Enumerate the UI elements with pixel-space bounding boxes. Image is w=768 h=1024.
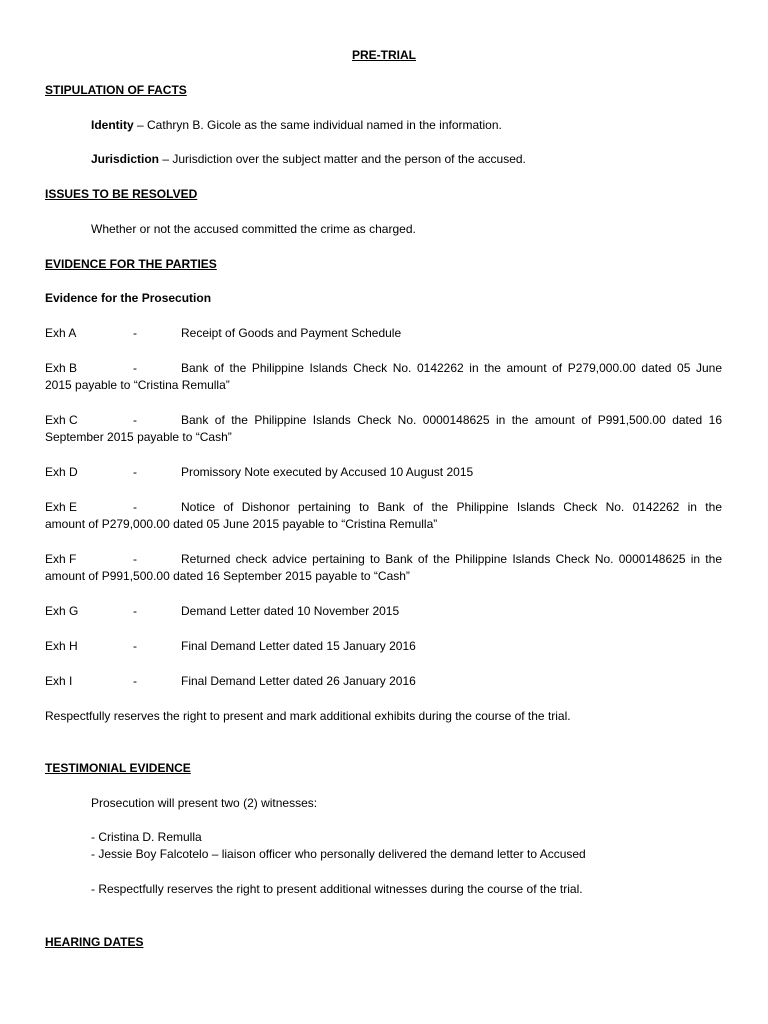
identity-paragraph xyxy=(91,117,722,134)
exhibit-dash: - xyxy=(133,465,137,479)
witness-item: - Jessie Boy Falcotelo – liaison officer who personally delivered the demand letter to Accused xyxy=(91,847,586,861)
testimonial-intro: Prosecution will present two (2) witnesses: xyxy=(91,796,318,810)
testimonial-heading: TESTIMONIAL EVIDENCE xyxy=(45,761,191,775)
exhibit-label: Exh G xyxy=(45,604,79,618)
issues-heading: ISSUES TO BE RESOLVED xyxy=(45,187,198,201)
exhibit-label: Exh D xyxy=(45,465,78,479)
exhibit-dash: - xyxy=(133,361,137,375)
exhibit-description-continued: amount of P279,000.00 dated 05 June 2015 payable to “Cristina Remulla” xyxy=(45,517,438,531)
exhibit-label: Exh C xyxy=(45,413,78,427)
jurisdiction-paragraph xyxy=(91,151,722,168)
hearing-dates-heading: HEARING DATES xyxy=(45,935,144,949)
exhibit-description-continued: 2015 payable to “Cristina Remulla” xyxy=(45,378,230,392)
exhibit-dash: - xyxy=(133,326,137,340)
exhibit-label: Exh H xyxy=(45,639,78,653)
exhibit-row xyxy=(45,499,722,533)
exhibit-dash: - xyxy=(133,639,137,653)
exhibit-description-continued: amount of P991,500.00 dated 16 September 2015 payable to “Cash” xyxy=(45,569,410,583)
stipulation-heading: STIPULATION OF FACTS xyxy=(45,83,187,97)
exhibit-label: Exh I xyxy=(45,674,73,688)
exhibit-description: Bank of the Philippine Islands Check No. 0142262 in the amount of P279,000.00 dated 05 June xyxy=(181,361,722,375)
exhibit-description: Returned check advice pertaining to Bank of the Philippine Islands Check No. 0000148625 in the xyxy=(181,552,722,566)
exhibit-dash: - xyxy=(133,604,137,618)
exhibit-dash: - xyxy=(133,552,137,566)
jurisdiction-label: Jurisdiction xyxy=(91,152,160,166)
identity-text: – Cathryn B. Gicole as the same individual named in the information. xyxy=(133,118,502,132)
exhibit-description: Demand Letter dated 10 November 2015 xyxy=(181,604,400,618)
evidence-heading: EVIDENCE FOR THE PARTIES xyxy=(45,257,217,271)
exhibit-row xyxy=(45,325,722,342)
exhibit-description: Promissory Note executed by Accused 10 August 2015 xyxy=(181,465,474,479)
exhibit-label: Exh E xyxy=(45,500,78,514)
exhibit-label: Exh F xyxy=(45,552,77,566)
exhibit-row xyxy=(45,412,722,446)
exhibits-reserve-text: Respectfully reserves the right to present and mark additional exhibits during the course of the trial. xyxy=(45,709,571,723)
jurisdiction-text: – Jurisdiction over the subject matter and the person of the accused. xyxy=(159,152,526,166)
exhibit-row xyxy=(45,638,722,655)
exhibit-description: Receipt of Goods and Payment Schedule xyxy=(181,326,402,340)
prosecution-evidence-subheading: Evidence for the Prosecution xyxy=(45,291,212,305)
identity-label: Identity xyxy=(91,118,134,132)
exhibit-description: Final Demand Letter dated 26 January 2016 xyxy=(181,674,416,688)
witness-item: - Cristina D. Remulla xyxy=(91,830,202,844)
exhibit-row xyxy=(45,464,722,481)
exhibit-label: Exh A xyxy=(45,326,77,340)
exhibit-dash: - xyxy=(133,500,137,514)
document-title: PRE-TRIAL xyxy=(352,48,416,62)
exhibit-description: Bank of the Philippine Islands Check No. 0000148625 in the amount of P991,500.00 dated 16 xyxy=(181,413,722,427)
witness-reserve-text: - Respectfully reserves the right to present additional witnesses during the course of the trial. xyxy=(91,882,583,896)
issues-text: Whether or not the accused committed the crime as charged. xyxy=(91,222,416,236)
exhibit-description-continued: September 2015 payable to “Cash” xyxy=(45,430,232,444)
exhibit-row xyxy=(45,673,722,690)
exhibit-row xyxy=(45,603,722,620)
exhibit-row xyxy=(45,551,722,585)
exhibit-dash: - xyxy=(133,413,137,427)
exhibit-description: Final Demand Letter dated 15 January 2016 xyxy=(181,639,416,653)
exhibit-row xyxy=(45,360,722,394)
exhibit-label: Exh B xyxy=(45,361,78,375)
exhibit-description: Notice of Dishonor pertaining to Bank of the Philippine Islands Check No. 0142262 in the xyxy=(181,500,722,514)
exhibit-dash: - xyxy=(133,674,137,688)
